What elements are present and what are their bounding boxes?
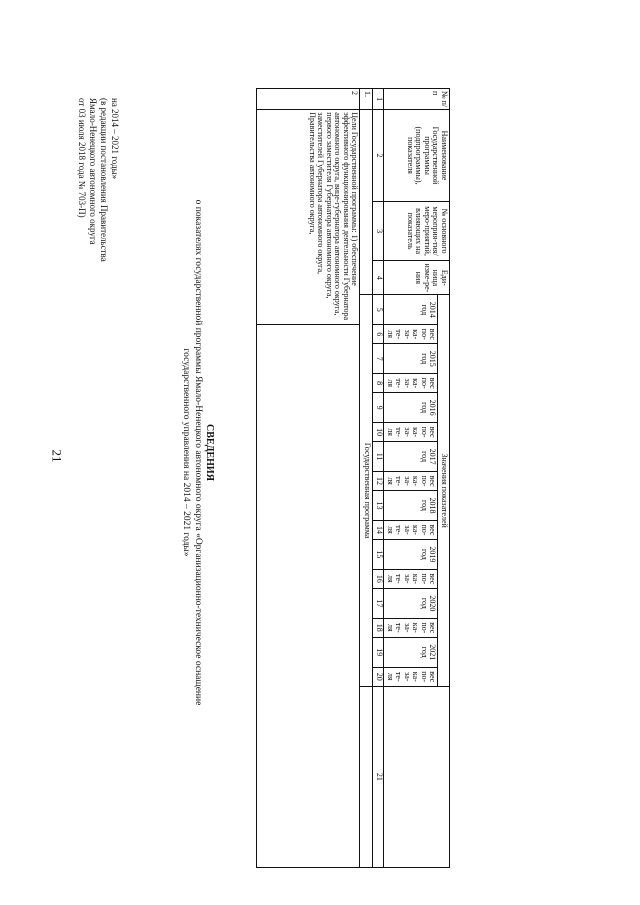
column-number: 3 <box>373 201 384 261</box>
column-number: 19 <box>373 637 384 667</box>
header-weight: вес по-ка-за-те-ля <box>384 520 438 539</box>
header-year-2018: 2018 год <box>384 491 438 521</box>
table-row <box>257 89 360 868</box>
header-values-group: Значения показателей <box>438 295 450 686</box>
approval-line: на 2014 – 2021 годы» <box>110 98 120 180</box>
approval-line: от 03 июля 2018 года № 703-П) <box>77 98 87 218</box>
header-year-2016: 2016 год <box>384 393 438 423</box>
column-number: 1 <box>373 89 384 110</box>
header-year-2020: 2020 год <box>384 588 438 618</box>
header-num: № п/п <box>384 89 450 110</box>
row-number: 1. <box>360 89 373 110</box>
row-goals-text: Цели Государственной программы: 1) обеспечение эффективного функционирования деятельности Губернатора автономного округа, вице-губернатора автономного округа, первого заместителя Губернатора автономного округа, заместителей Губернатора автономного округа, Правительства автономного округа, <box>257 110 360 325</box>
header-weight: вес по-ка-за-те-ля <box>384 667 438 686</box>
column-number: 17 <box>373 588 384 618</box>
approval-line: (в редакции постановления Правительства <box>99 98 109 262</box>
approval-note <box>76 98 120 428</box>
column-number: 4 <box>373 261 384 295</box>
row-program-label: Государственная программа <box>360 295 373 686</box>
column-number: 7 <box>373 344 384 374</box>
header-year-2017: 2017 год <box>384 442 438 472</box>
column-number: 14 <box>373 520 384 539</box>
header-year-2015: 2015 год <box>384 344 438 374</box>
header-year-2021: 2021 год <box>384 637 438 667</box>
header-weight: вес по-ка-за-те-ля <box>384 618 438 637</box>
document-title: СВЕДЕНИЯ <box>204 424 215 481</box>
column-number: 21 <box>373 686 384 867</box>
column-number: 8 <box>373 374 384 393</box>
document-subtitle-line1: о показателях государственной программы Ямало-Ненецкого автономного округа «Организационно-техническое оснащение <box>193 199 203 706</box>
header-weight: вес по-ка-за-те-ля <box>384 471 438 490</box>
header-extra <box>384 686 450 867</box>
column-number: 15 <box>373 540 384 570</box>
row-empty <box>360 110 373 295</box>
row-empty <box>360 686 373 867</box>
header-weight: вес по-ка-за-те-ля <box>384 423 438 442</box>
column-number: 9 <box>373 393 384 423</box>
column-numbers-row <box>373 89 384 868</box>
header-weight: вес по-ка-за-те-ля <box>384 325 438 344</box>
header-year-2014: 2014 год <box>384 295 438 325</box>
approval-line: Ямало-Ненецкого автономного округа <box>88 98 98 245</box>
header-unit: Еди-ница изме-ре-ния <box>384 261 450 295</box>
header-event: № основного мероприя-тия/меро-приятий, влияющих на показатель <box>384 201 450 261</box>
column-number: 16 <box>373 569 384 588</box>
row-number: 2 <box>257 89 360 110</box>
column-number: 6 <box>373 325 384 344</box>
header-name: Наименование Государственной программы (подпрограммы), показателя <box>384 110 450 202</box>
column-number: 11 <box>373 442 384 472</box>
column-number: 12 <box>373 471 384 490</box>
row-empty <box>257 325 360 868</box>
column-number: 20 <box>373 667 384 686</box>
indicators-table <box>257 88 451 868</box>
column-number: 10 <box>373 423 384 442</box>
column-number: 18 <box>373 618 384 637</box>
header-weight: вес по-ка-за-те-ля <box>384 374 438 393</box>
header-year-2019: 2019 год <box>384 540 438 570</box>
column-number: 2 <box>373 110 384 202</box>
column-number: 13 <box>373 491 384 521</box>
page-number: 21 <box>49 449 65 463</box>
table-row <box>360 89 373 868</box>
column-number: 5 <box>373 295 384 325</box>
header-weight: вес по-ка-за-те-ля <box>384 569 438 588</box>
document-subtitle-line2: государственного управления на 2014 – 2021 годы» <box>181 348 191 557</box>
